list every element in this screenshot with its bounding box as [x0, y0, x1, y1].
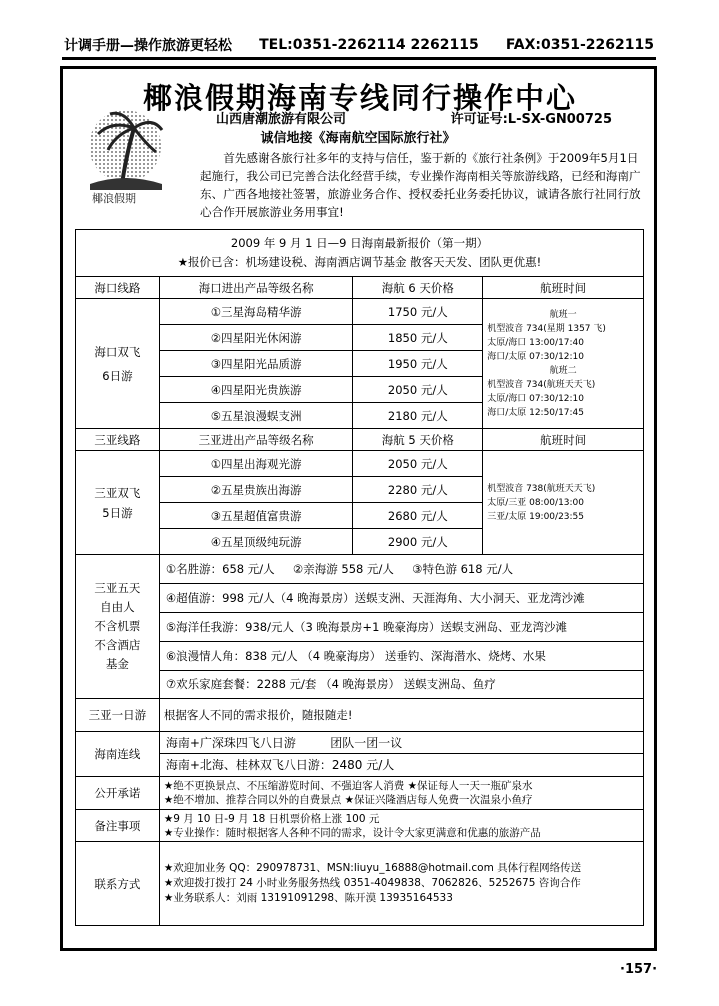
lianxian-row-1 — [160, 732, 643, 754]
lianxian-route-1-price: 团队一团一议 — [330, 736, 403, 750]
haikou-route-line1: 海口双飞 — [94, 344, 141, 359]
free-label — [76, 555, 160, 699]
notes-line: ★9 月 10 日-9 月 18 日机票价格上涨 100 元 — [163, 812, 380, 825]
company-name: 山西唐潮旅游有限公司 — [216, 112, 347, 127]
sanya-route — [76, 451, 160, 555]
notes-line: ★专业操作：随时根据客人各种不同的需求，设计令大家更满意和优惠的旅游产品 — [163, 826, 541, 839]
free-option-7: ⑦欢乐家庭套餐：2288 元/套 （4 晚海景房） 送蜈支洲岛、鱼疗 — [165, 677, 496, 692]
sanya-header-product: 三亚进出产品等级名称 — [159, 429, 353, 451]
sanya-product-4: ④五星顶级纯玩游 — [159, 529, 353, 555]
header-rule — [62, 57, 656, 60]
haikou-route — [76, 299, 160, 429]
sanya-route-line1: 三亚双飞 — [94, 485, 141, 500]
sanya-price-1: 2050 元/人 — [353, 451, 483, 477]
price-notice — [76, 230, 644, 277]
promise-text — [159, 777, 643, 810]
sanya-product-1: ①四星出海观光游 — [159, 451, 353, 477]
haikou-flights — [483, 299, 644, 429]
free-option-4: ④超值游：998 元/人（4 晚海景房）送蜈支洲、天涯海角、大小洞天、亚龙湾沙滩 — [160, 583, 643, 612]
intro-paragraph: 首先感谢各旅行社多年的支持与信任，鉴于新的《旅行社条例》于2009年5月1日起施行，我公司已完善合法化经营手续，专业操作海南相关等旅游线路，已经和海南广东、广西各地接社签署，旅游业务合作、授权委托业务委托协议，诚请各旅行社同行放心合作开展旅游业务用事宜! — [200, 151, 641, 219]
free-option-6: ⑥浪漫情人角：838 元/人 （4 晚豪海房） 送垂钓、深海潜水、烧烤、水果 — [160, 641, 643, 670]
page-number: ·157· — [620, 962, 658, 977]
sanya-flights — [483, 451, 644, 555]
free-option-2: ②亲海游 558 元/人 — [292, 561, 394, 576]
promise-line: ★绝不更换景点、不压缩游览时间、不强迫客人消费 ★保证每人一天一瓶矿泉水 — [163, 780, 533, 792]
promise-label: 公开承诺 — [76, 777, 160, 810]
haikou-header-route: 海口线路 — [76, 277, 160, 299]
notice-line-1: 2009 年 9 月 1 日—9 日海南最新报价（第一期） — [230, 236, 489, 250]
flight-line: 海口/太原 12:50/17:45 — [487, 407, 585, 418]
free-option-5: ⑤海洋任我游：938/元人（3 晚海景房+1 晚豪海房）送蜈支洲岛、亚龙湾沙滩 — [160, 612, 643, 641]
ad-title: 椰浪假期海南专线同行操作中心 — [142, 81, 577, 115]
notes-text — [159, 810, 643, 842]
lianxian-rows — [159, 732, 643, 777]
haikou-header-price: 海航 6 天价格 — [353, 277, 483, 299]
flight-line: 航班一 — [549, 309, 577, 320]
haikou-product-4: ④四星阳光贵族游 — [159, 377, 353, 403]
contact-label: 联系方式 — [76, 842, 160, 926]
lianxian-label: 海南连线 — [76, 732, 160, 777]
haikou-header-flight: 航班时间 — [483, 277, 644, 299]
flight-line: 航班二 — [549, 365, 577, 376]
flight-line: 太原/海口 07:30/12:10 — [487, 393, 585, 404]
free-label-line: 不含机票 — [94, 619, 141, 633]
promise-line: ★绝不增加、推荐合同以外的自费景点 ★保证兴隆酒店每人免费一次温泉小鱼疗 — [163, 794, 533, 806]
sanya-price-3: 2680 元/人 — [353, 503, 483, 529]
flight-line: 太原/海口 13:00/17:40 — [487, 337, 585, 348]
header-slogan: 计调手册—操作旅游更轻松 — [64, 38, 232, 54]
sanya-header-price: 海航 5 天价格 — [353, 429, 483, 451]
header-fax: FAX:0351-2262115 — [505, 37, 654, 53]
haikou-route-line2: 6日游 — [102, 368, 133, 383]
partner-line: 诚信地接《海南航空国际旅行社》 — [260, 131, 456, 146]
flight-line: 三亚/太原 19:00/23:55 — [487, 511, 585, 522]
free-options-table — [160, 555, 643, 698]
contact-line: ★欢迎加业务 QQ：290978731、MSN:liuyu_16888@hotmail.com 具体行程网络传送 — [163, 862, 582, 874]
haikou-product-1: ①三星海岛精华游 — [159, 299, 353, 325]
haikou-price-5: 2180 元/人 — [353, 403, 483, 429]
lianxian-row-2: 海南+北海、桂林双飞八日游：2480 元/人 — [165, 758, 395, 772]
oneday-label: 三亚一日游 — [76, 699, 160, 732]
logo-text: 椰浪假期 — [92, 192, 136, 205]
haikou-product-5: ⑤五星浪漫蜈支洲 — [159, 403, 353, 429]
sanya-product-3: ③五星超值富贵游 — [159, 503, 353, 529]
haikou-price-3: 1950 元/人 — [353, 351, 483, 377]
free-label-line: 不含酒店 — [94, 638, 141, 652]
free-options — [159, 555, 643, 699]
flight-line: 机型波音 734(航班天天飞) — [487, 379, 596, 390]
lianxian-route-1: 海南+广深珠四飞八日游 — [165, 736, 296, 750]
haikou-price-2: 1850 元/人 — [353, 325, 483, 351]
palm-logo-icon — [82, 106, 168, 218]
flight-line: 机型波音 738(航班天天飞) — [487, 483, 596, 494]
license-number: 许可证号:L-SX-GN00725 — [450, 112, 612, 127]
contact-line: ★业务联系人：刘雨 13191091298、陈开漠 13935164533 — [163, 892, 453, 904]
free-option-1-3 — [160, 555, 643, 583]
flight-line: 海口/太原 07:30/12:10 — [487, 351, 585, 362]
contact-text — [159, 842, 643, 926]
haikou-header-product: 海口进出产品等级名称 — [159, 277, 353, 299]
intro-block — [178, 108, 648, 221]
header-tel: TEL:0351-2262114 2262115 — [259, 37, 479, 53]
sanya-price-4: 2900 元/人 — [353, 529, 483, 555]
haikou-price-1: 1750 元/人 — [353, 299, 483, 325]
page-header — [64, 34, 654, 56]
sanya-header-flight: 航班时间 — [483, 429, 644, 451]
sanya-price-2: 2280 元/人 — [353, 477, 483, 503]
free-label-line: 自由人 — [100, 600, 135, 614]
sanya-product-2: ②五星贵族出海游 — [159, 477, 353, 503]
flight-line: 太原/三亚 08:00/13:00 — [487, 497, 585, 508]
haikou-price-4: 2050 元/人 — [353, 377, 483, 403]
haikou-product-2: ②四星阳光休闲游 — [159, 325, 353, 351]
price-table — [75, 229, 644, 926]
notes-label: 备注事项 — [76, 810, 160, 842]
free-label-line: 基金 — [105, 657, 129, 671]
haikou-product-3: ③四星阳光品质游 — [159, 351, 353, 377]
flight-line: 机型波音 734(星期 1357 飞) — [487, 323, 606, 334]
notice-line-2: ★报价已含：机场建设税、海南酒店调节基金 散客天天发、团队更优惠! — [177, 255, 542, 269]
contact-line: ★欢迎拨打拨打 24 小时业务服务热线 0351-4049838、7062826、5252675 咨询合作 — [163, 877, 581, 889]
sanya-header-route: 三亚线路 — [76, 429, 160, 451]
free-option-1: ①名胜游：658 元/人 — [165, 561, 275, 576]
sanya-route-line2: 5日游 — [102, 505, 133, 520]
free-option-3: ③特色游 618 元/人 — [412, 561, 514, 576]
free-label-line: 三亚五天 — [94, 581, 141, 595]
oneday-text: 根据客人不同的需求报价，随报随走! — [159, 699, 643, 732]
